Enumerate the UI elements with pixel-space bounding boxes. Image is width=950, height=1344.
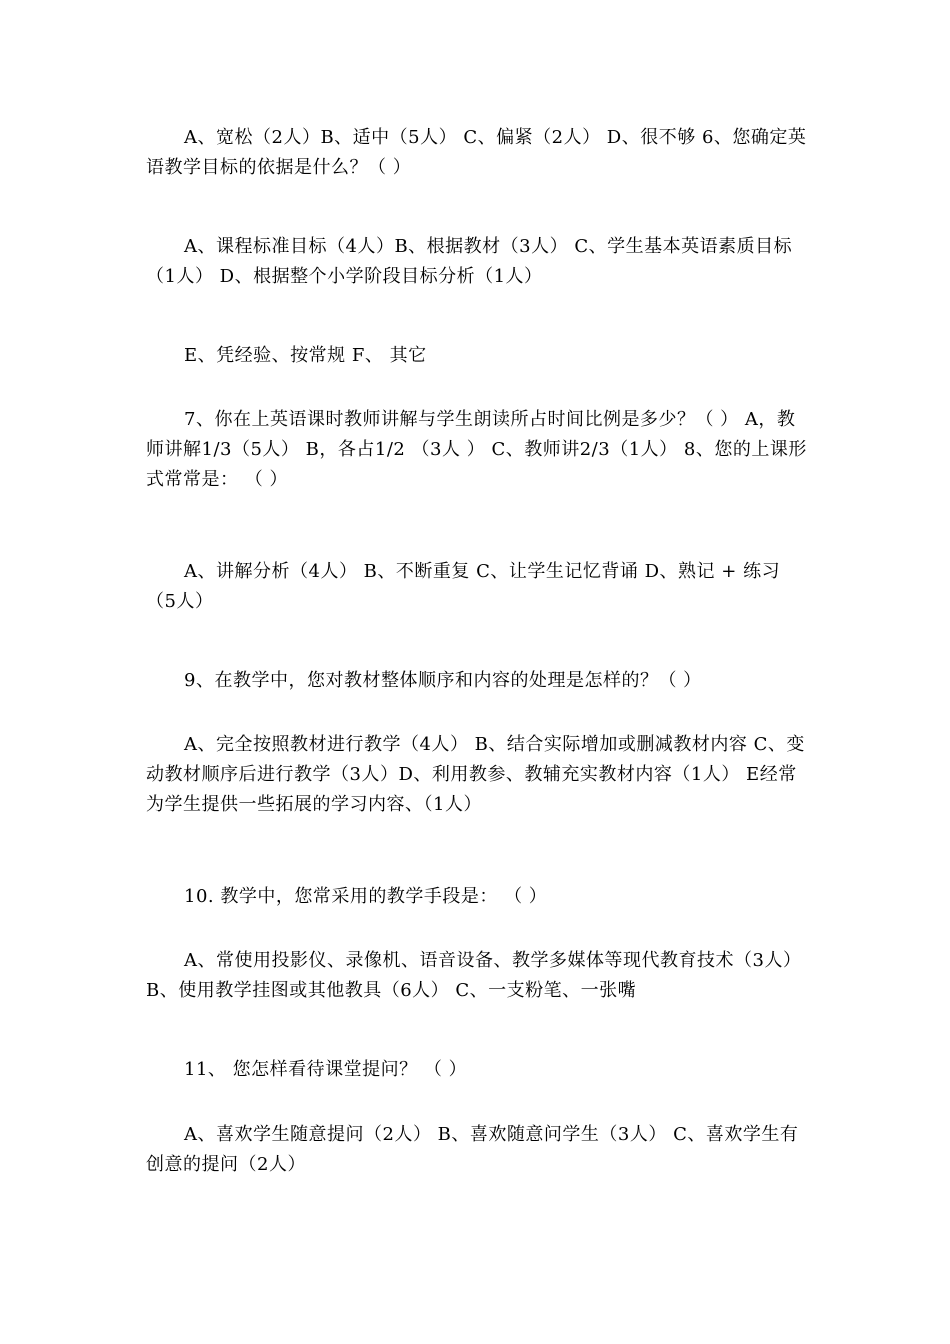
paragraph-q7-q8: 7、你在上英语课时教师讲解与学生朗读所占时间比例是多少？（ ） A，教师讲解1/3（5人） B，各占1/2 （3人 ） C、教师讲2/3（1人） 8、您的上课形式常常是： （ ）	[146, 409, 807, 490]
paragraph-q5-options-q6: A、宽松（2人）B、适中（5人） C、偏紧（2人） D、很不够 6、您确定英语教学目标的依据是什么？（ ）	[146, 127, 807, 178]
paragraph-q10: 10. 教学中，您常采用的教学手段是： （ ）	[184, 886, 548, 907]
paragraph-q11-options: A、喜欢学生随意提问（2人） B、喜欢随意问学生（3人） C、喜欢学生有创意的提问（2人）	[146, 1124, 799, 1175]
paragraph-q8-options: A、讲解分析（4人） B、不断重复 C、让学生记忆背诵 D、熟记 + 练习 （5人）	[146, 561, 781, 612]
paragraph-q11: 11、 您怎样看待课堂提问？ （ ）	[184, 1059, 468, 1080]
paragraph-q6-options: A、课程标准目标（4人）B、根据教材（3人） C、学生基本英语素质目标（1人） D、根据整个小学阶段目标分析（1人）	[146, 236, 793, 287]
paragraph-q9-options: A、完全按照教材进行教学（4人） B、结合实际增加或删减教材内容 C、变动教材顺序后进行教学（3人）D、利用教参、教辅充实教材内容（1人） E经常为学生提供一些拓展的学习内容、（1人）	[146, 734, 805, 815]
paragraph-q9: 9、在教学中，您对教材整体顺序和内容的处理是怎样的？（ ）	[184, 670, 702, 691]
paragraph-q10-options: A、常使用投影仪、录像机、语音设备、教学多媒体等现代教育技术（3人） B、使用教学挂图或其他教具（6人） C、一支粉笔、一张嘴	[146, 950, 802, 1001]
paragraph-q6-options-extra: E、凭经验、按常规 F、 其它	[184, 345, 427, 366]
